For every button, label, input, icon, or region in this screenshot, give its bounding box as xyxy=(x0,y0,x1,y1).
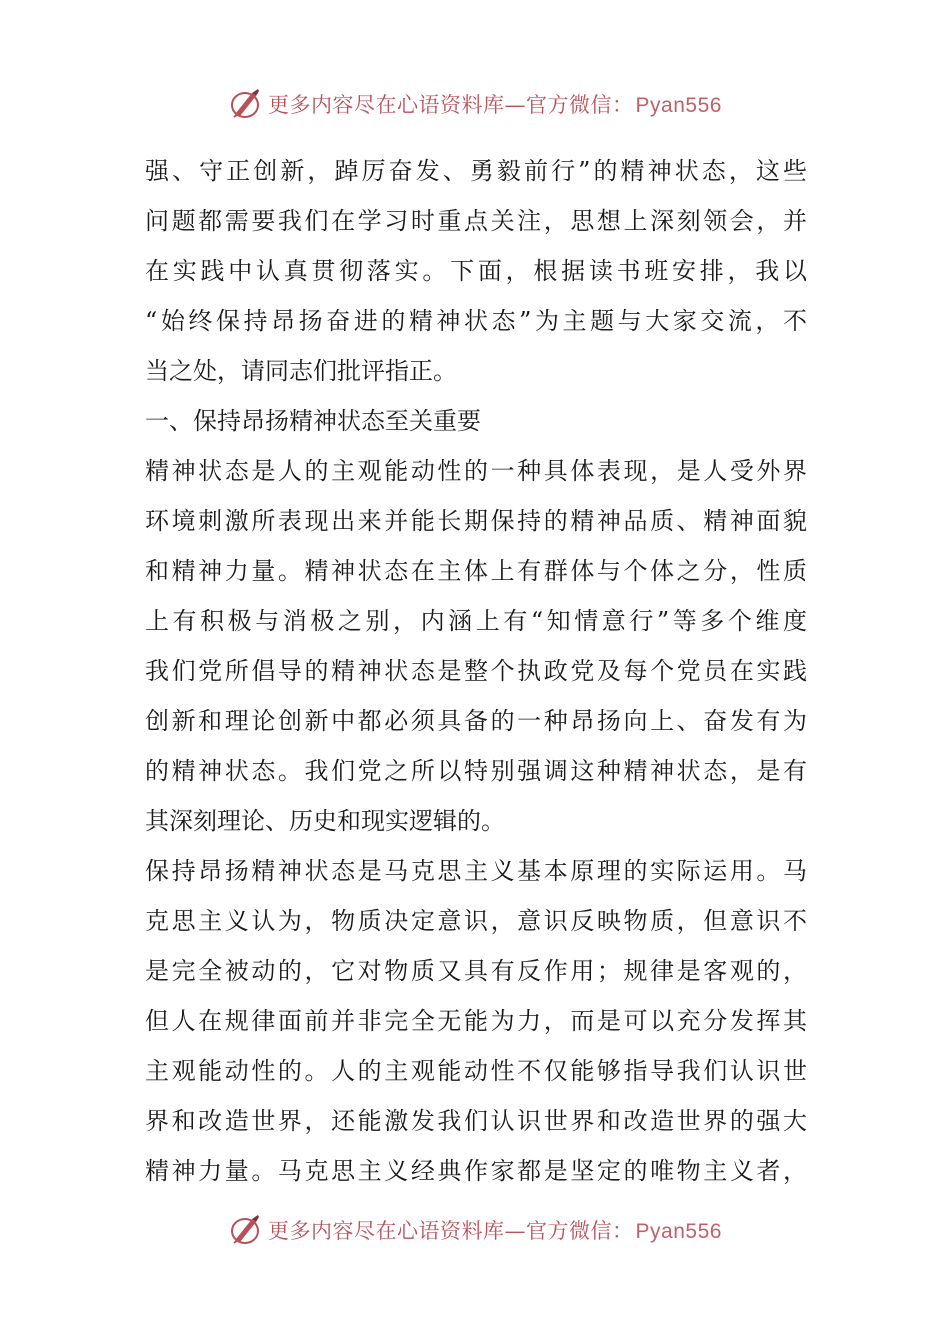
text-line: 克思主义认为，物质决定意识，意识反映物质，但意识不 xyxy=(145,907,807,935)
text-line: 强、守正创新，踔厉奋发、勇毅前行”的精神状态，这些 xyxy=(145,157,807,185)
text-line: 其深刻理论、历史和现实逻辑的。 xyxy=(145,807,505,835)
text-line: 和精神力量。精神状态在主体上有群体与个体之分，性质 xyxy=(145,557,807,585)
text-line: 当之处，请同志们批评指正。 xyxy=(145,357,457,385)
watermark-text: 更多内容尽在心语资料库—官方微信：Pyan556 xyxy=(268,1219,722,1243)
text-line: 保持昂扬精神状态是马克思主义基本原理的实际运用。马 xyxy=(145,857,807,885)
pen-logo-icon xyxy=(228,1213,264,1247)
text-line: 上有积极与消极之别，内涵上有“知情意行”等多个维度 xyxy=(145,607,807,635)
header-watermark xyxy=(0,84,950,124)
text-line: 创新和理论创新中都必须具备的一种昂扬向上、奋发有为 xyxy=(145,707,807,735)
document-body xyxy=(145,146,807,1196)
text-line: 界和改造世界，还能激发我们认识世界和改造世界的强大 xyxy=(145,1107,807,1135)
text-line: 主观能动性的。人的主观能动性不仅能够指导我们认识世 xyxy=(145,1057,807,1085)
text-line: 环境刺激所表现出来并能长期保持的精神品质、精神面貌 xyxy=(145,507,807,535)
pen-logo-icon xyxy=(228,87,264,121)
footer-watermark xyxy=(0,1210,950,1250)
text-line: 一、保持昂扬精神状态至关重要 xyxy=(145,407,481,435)
text-line: 但人在规律面前并非完全无能为力，而是可以充分发挥其 xyxy=(145,1007,807,1035)
text-line: 的精神状态。我们党之所以特别强调这种精神状态，是有 xyxy=(145,757,807,785)
text-line: 精神状态是人的主观能动性的一种具体表现，是人受外界 xyxy=(145,457,807,485)
text-line: 在实践中认真贯彻落实。下面，根据读书班安排，我以 xyxy=(145,257,807,285)
text-line: “始终保持昂扬奋进的精神状态”为主题与大家交流，不 xyxy=(145,307,807,335)
text-line: 精神力量。马克思主义经典作家都是坚定的唯物主义者， xyxy=(145,1157,807,1185)
text-line: 问题都需要我们在学习时重点关注，思想上深刻领会，并 xyxy=(145,207,807,235)
text-line: 我们党所倡导的精神状态是整个执政党及每个党员在实践 xyxy=(145,657,807,685)
text-line: 是完全被动的，它对物质又具有反作用；规律是客观的， xyxy=(145,957,807,985)
watermark-text: 更多内容尽在心语资料库—官方微信：Pyan556 xyxy=(268,93,722,117)
